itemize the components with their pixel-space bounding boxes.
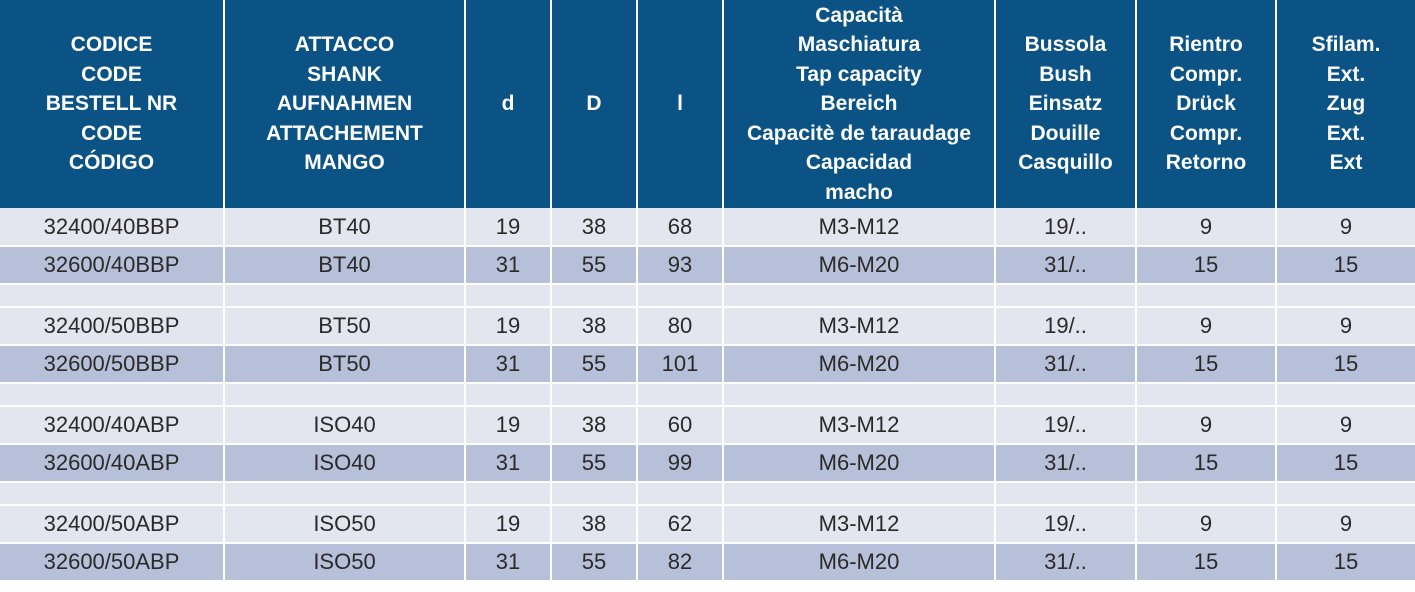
- cell-extension: 9: [1276, 307, 1415, 345]
- cell-d: 31: [465, 444, 551, 482]
- cell-extension: [1276, 284, 1415, 307]
- cell-tap_capacity: [723, 383, 995, 406]
- cell-extension: 15: [1276, 246, 1415, 284]
- cell-l: 60: [637, 406, 723, 444]
- header-line: Bush: [1039, 62, 1092, 86]
- cell-l: 101: [637, 345, 723, 383]
- cell-d: [465, 383, 551, 406]
- cell-d: 31: [465, 246, 551, 284]
- cell-code: 32600/40BBP: [0, 246, 224, 284]
- header-line: MANGO: [304, 151, 385, 175]
- column-header-code: [0, 0, 224, 208]
- cell-tap_capacity: M6-M20: [723, 345, 995, 383]
- cell-D: 55: [551, 246, 637, 284]
- cell-extension: [1276, 383, 1415, 406]
- cell-D: [551, 284, 637, 307]
- cell-code: 32400/50BBP: [0, 307, 224, 345]
- cell-extension: 15: [1276, 444, 1415, 482]
- header-line: CÓDIGO: [68, 151, 155, 175]
- header-line: Ext.: [1326, 62, 1366, 86]
- cell-compression: [1136, 482, 1276, 505]
- cell-compression: 9: [1136, 505, 1276, 543]
- cell-l: 80: [637, 307, 723, 345]
- cell-D: 55: [551, 543, 637, 581]
- cell-d: 19: [465, 505, 551, 543]
- cell-l: 62: [637, 505, 723, 543]
- header-line: Bussola: [1024, 33, 1107, 57]
- cell-shank: [224, 284, 465, 307]
- header-line: D: [586, 92, 602, 116]
- header-line: CODE: [81, 121, 142, 145]
- cell-tap_capacity: [723, 482, 995, 505]
- column-header-l: [637, 0, 723, 208]
- header-line: CODE: [81, 62, 142, 86]
- cell-d: 19: [465, 208, 551, 246]
- header-line: Compr.: [1169, 62, 1243, 86]
- column-header-tap_capacity: [723, 0, 995, 208]
- cell-compression: 9: [1136, 208, 1276, 246]
- header-line: Drück: [1176, 92, 1236, 116]
- cell-compression: 15: [1136, 345, 1276, 383]
- table-row: [0, 543, 1415, 581]
- table-row: [0, 345, 1415, 383]
- cell-shank: [224, 383, 465, 406]
- cell-extension: 9: [1276, 208, 1415, 246]
- spacer-row: [0, 482, 1415, 505]
- cell-D: [551, 383, 637, 406]
- column-header-d: [465, 0, 551, 208]
- cell-bush: [995, 383, 1136, 406]
- cell-D: [551, 482, 637, 505]
- header-line: Capacità: [815, 3, 903, 27]
- cell-tap_capacity: M6-M20: [723, 246, 995, 284]
- cell-tap_capacity: M3-M12: [723, 505, 995, 543]
- cell-D: 38: [551, 208, 637, 246]
- cell-shank: ISO40: [224, 444, 465, 482]
- header-line: Retorno: [1165, 151, 1247, 175]
- cell-l: 93: [637, 246, 723, 284]
- cell-bush: [995, 482, 1136, 505]
- table-row: [0, 246, 1415, 284]
- header-line: Bereich: [820, 92, 898, 116]
- header-line: Maschiatura: [797, 33, 921, 57]
- cell-tap_capacity: M6-M20: [723, 444, 995, 482]
- header-line: Capacitè de taraudage: [746, 121, 972, 145]
- cell-compression: [1136, 383, 1276, 406]
- cell-compression: 9: [1136, 307, 1276, 345]
- cell-extension: 15: [1276, 543, 1415, 581]
- cell-D: 55: [551, 444, 637, 482]
- header-row: [0, 0, 1415, 208]
- cell-shank: [224, 482, 465, 505]
- cell-D: 38: [551, 505, 637, 543]
- column-header-extension: [1276, 0, 1415, 208]
- table-row: [0, 505, 1415, 543]
- cell-d: [465, 284, 551, 307]
- cell-shank: BT50: [224, 345, 465, 383]
- cell-compression: 9: [1136, 406, 1276, 444]
- cell-l: [637, 284, 723, 307]
- table-row: [0, 406, 1415, 444]
- cell-d: 19: [465, 406, 551, 444]
- cell-shank: ISO40: [224, 406, 465, 444]
- cell-D: 38: [551, 307, 637, 345]
- cell-code: 32400/50ABP: [0, 505, 224, 543]
- cell-l: 99: [637, 444, 723, 482]
- header-line: Tap capacity: [796, 62, 922, 86]
- header-line: Douille: [1030, 121, 1101, 145]
- cell-l: 68: [637, 208, 723, 246]
- column-header-shank: [224, 0, 465, 208]
- header-line: Rientro: [1169, 33, 1243, 57]
- cell-D: 55: [551, 345, 637, 383]
- spacer-row: [0, 284, 1415, 307]
- cell-tap_capacity: M3-M12: [723, 208, 995, 246]
- header-line: Einsatz: [1028, 92, 1103, 116]
- spacer-row: [0, 383, 1415, 406]
- cell-tap_capacity: M3-M12: [723, 406, 995, 444]
- cell-compression: 15: [1136, 246, 1276, 284]
- cell-compression: 15: [1136, 543, 1276, 581]
- cell-extension: 15: [1276, 345, 1415, 383]
- header-line: ATTACHEMENT: [266, 121, 423, 145]
- cell-bush: 19/..: [995, 505, 1136, 543]
- cell-code: 32400/40BBP: [0, 208, 224, 246]
- header-line: Sfilam.: [1311, 33, 1381, 57]
- cell-code: [0, 482, 224, 505]
- cell-bush: 19/..: [995, 208, 1136, 246]
- cell-shank: BT40: [224, 246, 465, 284]
- header-line: d: [501, 92, 515, 116]
- header-line: Casquillo: [1018, 151, 1113, 175]
- header-line: l: [677, 92, 683, 116]
- header-line: Capacidad: [805, 151, 913, 175]
- cell-code: 32600/40ABP: [0, 444, 224, 482]
- column-header-compression: [1136, 0, 1276, 208]
- header-line: SHANK: [307, 62, 382, 86]
- cell-extension: 9: [1276, 505, 1415, 543]
- column-header-D: [551, 0, 637, 208]
- cell-d: 19: [465, 307, 551, 345]
- table-row: [0, 208, 1415, 246]
- cell-code: 32400/40ABP: [0, 406, 224, 444]
- cell-code: 32600/50BBP: [0, 345, 224, 383]
- cell-shank: ISO50: [224, 543, 465, 581]
- cell-code: [0, 383, 224, 406]
- header-line: AUFNAHMEN: [276, 92, 413, 116]
- cell-tap_capacity: M3-M12: [723, 307, 995, 345]
- cell-l: [637, 383, 723, 406]
- cell-l: 82: [637, 543, 723, 581]
- cell-l: [637, 482, 723, 505]
- cell-shank: BT50: [224, 307, 465, 345]
- cell-d: 31: [465, 543, 551, 581]
- header-line: macho: [825, 180, 893, 204]
- cell-bush: 31/..: [995, 246, 1136, 284]
- cell-compression: [1136, 284, 1276, 307]
- cell-tap_capacity: M6-M20: [723, 543, 995, 581]
- cell-D: 38: [551, 406, 637, 444]
- cell-bush: 31/..: [995, 345, 1136, 383]
- cell-tap_capacity: [723, 284, 995, 307]
- header-line: Ext: [1329, 151, 1363, 175]
- cell-bush: [995, 284, 1136, 307]
- header-line: CODICE: [70, 33, 153, 57]
- header-line: BESTELL NR: [45, 92, 178, 116]
- cell-shank: BT40: [224, 208, 465, 246]
- table-row: [0, 444, 1415, 482]
- column-header-bush: [995, 0, 1136, 208]
- cell-extension: [1276, 482, 1415, 505]
- cell-bush: 31/..: [995, 543, 1136, 581]
- table-row: [0, 307, 1415, 345]
- cell-d: [465, 482, 551, 505]
- cell-code: [0, 284, 224, 307]
- header-line: Compr.: [1169, 121, 1243, 145]
- header-line: ATTACCO: [294, 33, 395, 57]
- cell-extension: 9: [1276, 406, 1415, 444]
- header-line: Zug: [1326, 92, 1366, 116]
- cell-code: 32600/50ABP: [0, 543, 224, 581]
- table-body: [0, 208, 1415, 581]
- cell-bush: 19/..: [995, 307, 1136, 345]
- header-line: Ext.: [1326, 121, 1366, 145]
- cell-d: 31: [465, 345, 551, 383]
- cell-shank: ISO50: [224, 505, 465, 543]
- cell-compression: 15: [1136, 444, 1276, 482]
- cell-bush: 31/..: [995, 444, 1136, 482]
- cell-bush: 19/..: [995, 406, 1136, 444]
